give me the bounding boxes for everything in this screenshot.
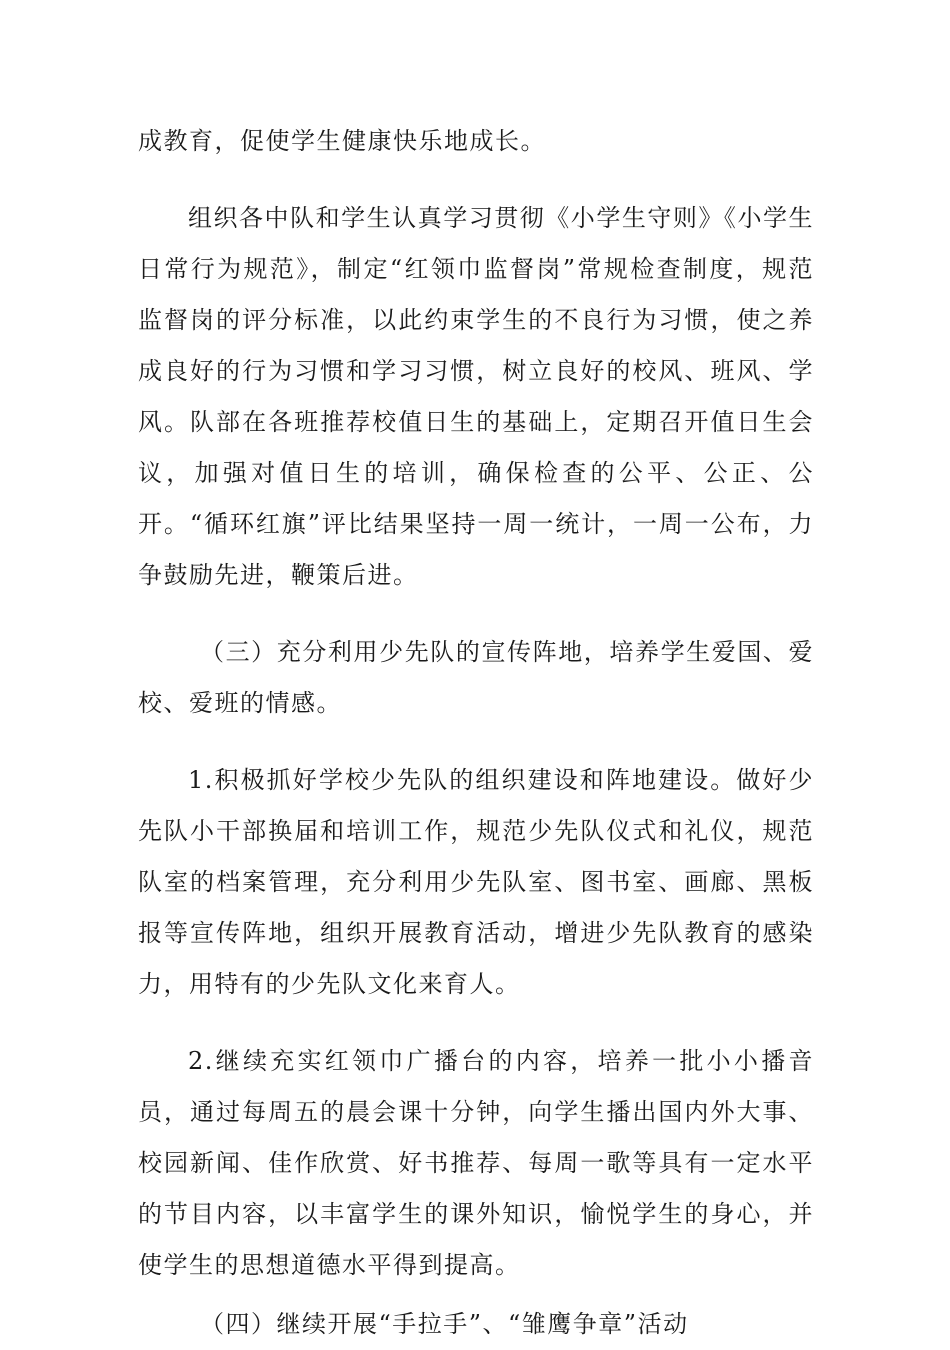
section-heading-three: （三）充分利用少先队的宣传阵地，培养学生爱国、爱校、爱班的情感。 — [138, 638, 814, 717]
section-heading-four: （四）继续开展“手拉手”、“雏鹰争章”活动 — [200, 1310, 689, 1338]
paragraph-item-2: 2.继续充实红领巾广播台的内容，培养一批小小播音员，通过每周五的晨会课十分钟，向学生播出国内外大事、校园新闻、佳作欣赏、好书推荐、每周一歌等具有一定水平的节目内容，以丰富学生的课外知识，愉悦学生的身心，并使学生的思想道德水平得到提高。 — [138, 1047, 814, 1279]
paragraph-item-1: 1.积极抓好学校少先队的组织建设和阵地建设。做好少先队小干部换届和培训工作，规范少先队仪式和礼仪，规范队室的档案管理，充分利用少先队室、图书室、画廊、黑板报等宣传阵地，组织开展教育活动，增进少先队教育的感染力，用特有的少先队文化来育人。 — [138, 766, 814, 998]
paragraph-continuation: 成教育，促使学生健康快乐地成长。 — [138, 127, 546, 155]
document-page — [138, 116, 814, 1350]
paragraph-rules-study: 组织各中队和学生认真学习贯彻《小学生守则》《小学生日常行为规范》，制定“红领巾监督岗”常规检查制度，规范监督岗的评分标准，以此约束学生的不良行为习惯，使之养成良好的行为习惯和学习习惯，树立良好的校风、班风、学风。队部在各班推荐校值日生的基础上，定期召开值日生会议，加强对值日生的培训，确保检查的公平、公正、公开。“循环红旗”评比结果坚持一周一统计，一周一公布，力争鼓励先进，鞭策后进。 — [138, 204, 814, 589]
